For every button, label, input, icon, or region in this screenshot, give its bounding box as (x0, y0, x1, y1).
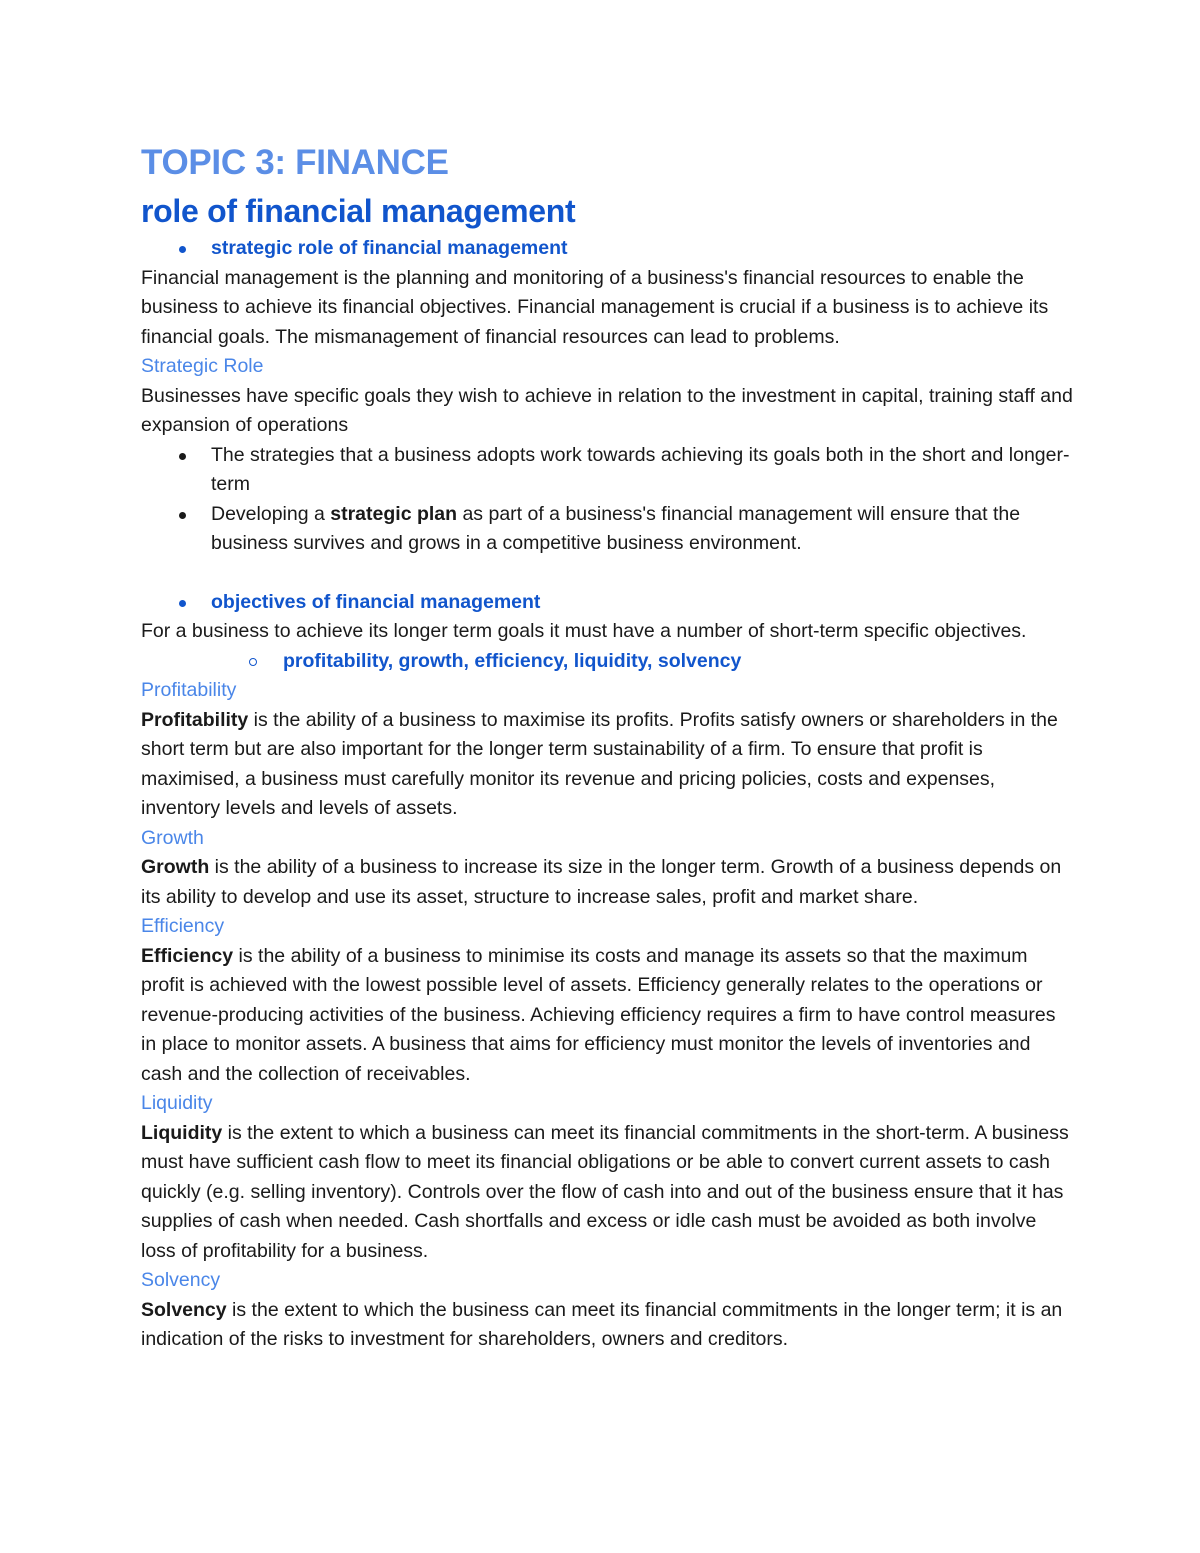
text-solvency: is the extent to which the business can meet its financial commitments in the longer term; it is an indication of the risks to investment for shareholders, owners and creditors. (141, 1298, 1063, 1350)
paragraph-liquidity (141, 1119, 1076, 1267)
section-heading-list-2 (141, 588, 1076, 618)
section-heading-objectives: objectives of financial management (141, 588, 1076, 618)
label-liquidity: Liquidity (141, 1092, 213, 1114)
sub-heading-objectives-list: profitability, growth, efficiency, liquidity, solvency (141, 647, 1076, 677)
paragraph-solvency (141, 1296, 1076, 1355)
text-profitability: is the ability of a business to maximise its profits. Profits satisfy owners or shareholders in the short term but are also important for the longer term sustainability of a firm. To ensure that profit is maximised, a business must carefully monitor its revenue and pricing policies, costs and expenses, inventory levels and levels of assets. (141, 708, 1058, 819)
page-title: TOPIC 3: FINANCE (141, 143, 449, 182)
bullet-text-post: as part of a business's financial management will ensure that the business survives and grows in a competitive business environment. (211, 502, 1021, 554)
bullet-text-bold: strategic plan (330, 502, 458, 525)
section-heading-list (141, 234, 1076, 264)
paragraph-objectives-intro: For a business to achieve its longer term goals it must have a number of short-term specific objectives. (141, 620, 1027, 642)
label-strategic-role: Strategic Role (141, 355, 264, 377)
spacer (141, 559, 1076, 588)
bullet-strategic-plan (141, 500, 1076, 559)
text-growth: is the ability of a business to increase its size in the longer term. Growth of a business depends on its ability to develop and use its asset, structure to increase sales, profit and market share. (141, 856, 1062, 908)
term-growth: Growth (141, 856, 210, 878)
label-growth: Growth (141, 826, 204, 849)
paragraph-growth (141, 853, 1076, 912)
bullet-text-pre: Developing a (211, 502, 331, 525)
paragraph-strategic-role: Businesses have specific goals they wish to achieve in relation to the investment in capital, training staff and expansion of operations (141, 384, 1073, 436)
paragraph-efficiency (141, 942, 1076, 1090)
label-profitability: Profitability (141, 679, 237, 701)
term-liquidity: Liquidity (141, 1121, 223, 1144)
text-liquidity: is the extent to which a business can meet its financial commitments in the short-term. A business must have sufficient cash flow to meet its financial obligations or be able to convert current assets to cash quickly (e.g. selling inventory). Controls over the flow of cash into and out of the business ensure that it has supplies of cash when needed. Cash shortfalls and excess or idle cash must be avoided as both involve loss of profitability for a business. (141, 1121, 1069, 1262)
term-profitability: Profitability (141, 708, 249, 731)
section-heading-strategic-role: strategic role of financial management (141, 234, 1076, 264)
document-page (141, 140, 1076, 1355)
strategy-bullets (141, 441, 1076, 559)
label-efficiency: Efficiency (141, 915, 225, 937)
bullet-strategies: The strategies that a business adopts work towards achieving its goals both in the short and longer-term (141, 441, 1076, 500)
term-efficiency: Efficiency (141, 944, 234, 967)
text-efficiency: is the ability of a business to minimise its costs and manage its assets so that the maximum profit is achieved with the lowest possible level of assets. Efficiency generally relates to the operations or revenue-producing activities of the business. Achieving efficiency requires a firm to have control measures in place to monitor assets. A business that aims for efficiency must monitor the levels of inventories and cash and the collection of receivables. (141, 944, 1056, 1085)
term-solvency: Solvency (141, 1298, 227, 1321)
paragraph-intro: Financial management is the planning and monitoring of a business's financial resources to enable the business to achieve its financial objectives. Financial management is crucial if a business is to achieve its financial goals. The mismanagement of financial resources can lead to problems. (141, 266, 1049, 348)
label-solvency: Solvency (141, 1269, 221, 1291)
page-subtitle: role of financial management (141, 193, 576, 229)
paragraph-profitability (141, 706, 1076, 824)
sub-bullet-list (141, 647, 1076, 677)
